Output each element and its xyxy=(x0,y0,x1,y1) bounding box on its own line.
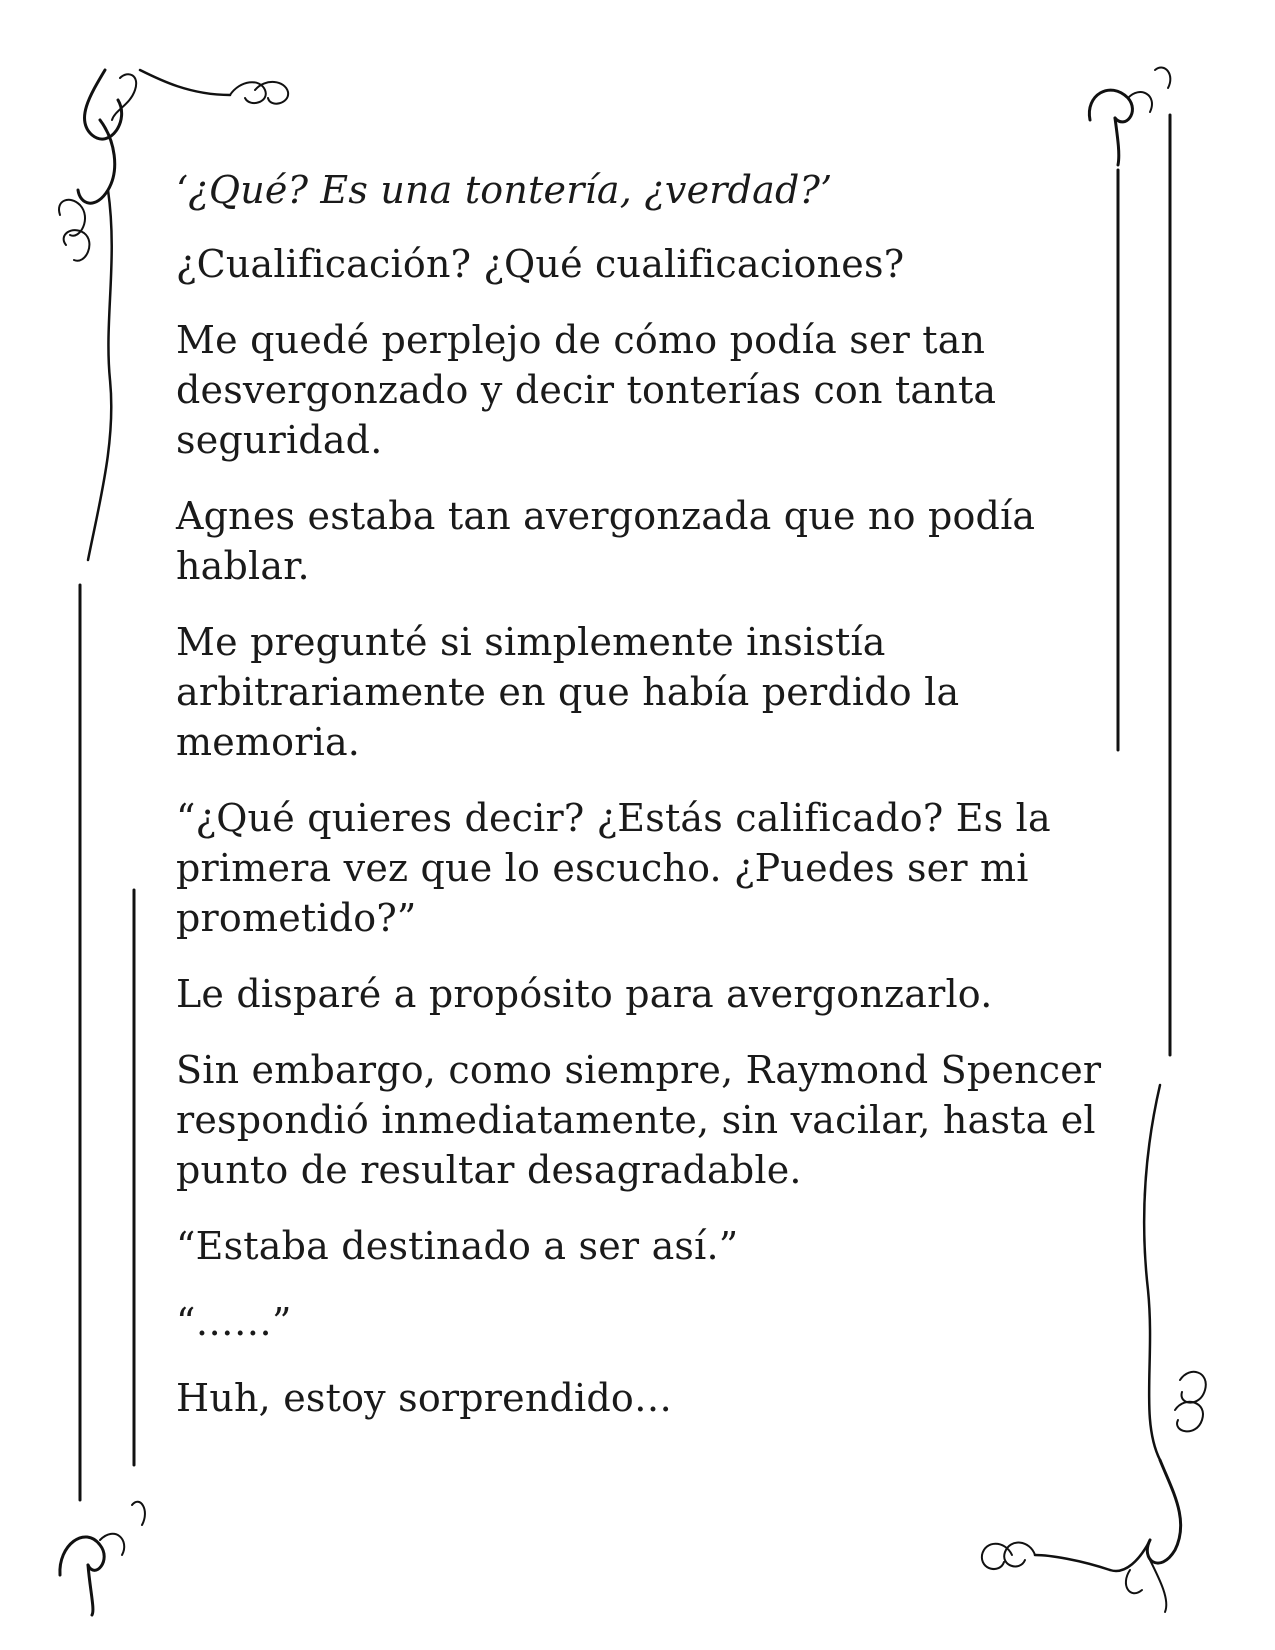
paragraph: Le disparé a propósito para avergonzarlo. xyxy=(176,972,993,1016)
paragraph: Huh, estoy sorprendido… xyxy=(176,1376,673,1420)
paragraph: ‘¿Qué? Es una tontería, ¿verdad?’ xyxy=(176,168,833,212)
paragraph: ¿Cualificación? ¿Qué cualificaciones? xyxy=(176,242,905,286)
paragraph: “……” xyxy=(176,1300,292,1344)
paragraph: Sin embargo, como siempre, Raymond Spencer respondió inmediatamente, sin vacilar, hasta el punto de resultar desagradable. xyxy=(176,1048,1102,1192)
story-text xyxy=(176,165,1106,1449)
paragraph: Me quedé perplejo de cómo podía ser tan desvergonzado y decir tonterías con tanta seguridad. xyxy=(176,318,997,462)
top-right-flourish-icon xyxy=(1089,68,1170,165)
paragraph: “Estaba destinado a ser así.” xyxy=(176,1224,739,1268)
bottom-left-flourish-icon xyxy=(60,1502,145,1615)
paragraph: Agnes estaba tan avergonzada que no podía hablar. xyxy=(176,494,1036,588)
paragraph: Me pregunté si simplemente insistía arbitrariamente en que había perdido la memoria. xyxy=(176,620,960,764)
paragraph: “¿Qué quieres decir? ¿Estás calificado? Es la primera vez que lo escucho. ¿Puedes ser mi prometido?” xyxy=(176,796,1051,940)
